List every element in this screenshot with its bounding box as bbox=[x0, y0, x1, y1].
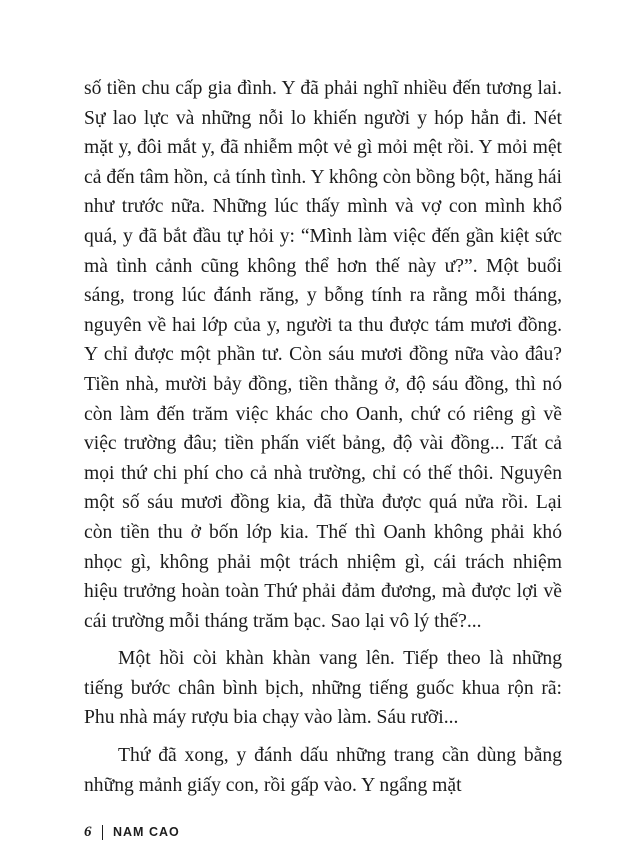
page-footer bbox=[84, 823, 180, 841]
page-number: 6 bbox=[84, 823, 92, 840]
footer-divider bbox=[102, 825, 104, 840]
paragraph-2: Một hồi còi khàn khàn vang lên. Tiếp theo là những tiếng bước chân bình bịch, những tiếng guốc khua rộn rã: Phu nhà máy rượu bia chạy vào làm. Sáu rưỡi... bbox=[84, 648, 562, 729]
body-text bbox=[84, 74, 562, 800]
paragraph-3: Thứ đã xong, y đánh dấu những trang cần dùng bằng những mảnh giấy con, rồi gấp vào. Y ngẩng mặt bbox=[84, 745, 562, 796]
paragraph-1: số tiền chu cấp gia đình. Y đã phải nghĩ nhiều đến tương lai. Sự lao lực và những nỗi lo khiến người y hóp hẳn đi. Nét mặt y, đôi mắt y, đã nhiễm một vẻ gì mỏi mệt rồi. Y mỏi mệt cả đến tâm hồn, cả tính tình. Y không còn bồng bột, hăng hái như trước nữa. Những lúc thấy mình và vợ con mình khổ quá, y đã bắt đầu tự hỏi y: “Mình làm việc đến gần kiệt sức mà tình cảnh cũng không thể hơn thế này ư?”. Một buổi sáng, trong lúc đánh răng, y bỗng tính ra rằng mỗi tháng, nguyên về hai lớp của y, người ta thu được tám mươi đồng. Y chỉ được một phần tư. Còn sáu mươi đồng nữa vào đâu? Tiền nhà, mười bảy đồng, tiền thằng ở, độ sáu đồng, thì nó còn làm đến trăm việc khác cho Oanh, chứ có riêng gì về việc trường đâu; tiền phấn viết bảng, độ vài đồng... Tất cả mọi thứ chi phí cho cả nhà trường, chỉ có thế thôi. Nguyên một số sáu mươi đồng kia, đã thừa được quá nửa rồi. Lại còn tiền thu ở bốn lớp kia. Thế thì Oanh không phải khó nhọc gì, không phải một trách nhiệm gì, cái trách nhiệm hiệu trưởng hoàn toàn Thứ phải đảm đương, mà được lợi về cái trường mỗi tháng trăm bạc. Sao lại vô lý thế?... bbox=[84, 78, 562, 632]
author-name: NAM CAO bbox=[113, 825, 180, 839]
